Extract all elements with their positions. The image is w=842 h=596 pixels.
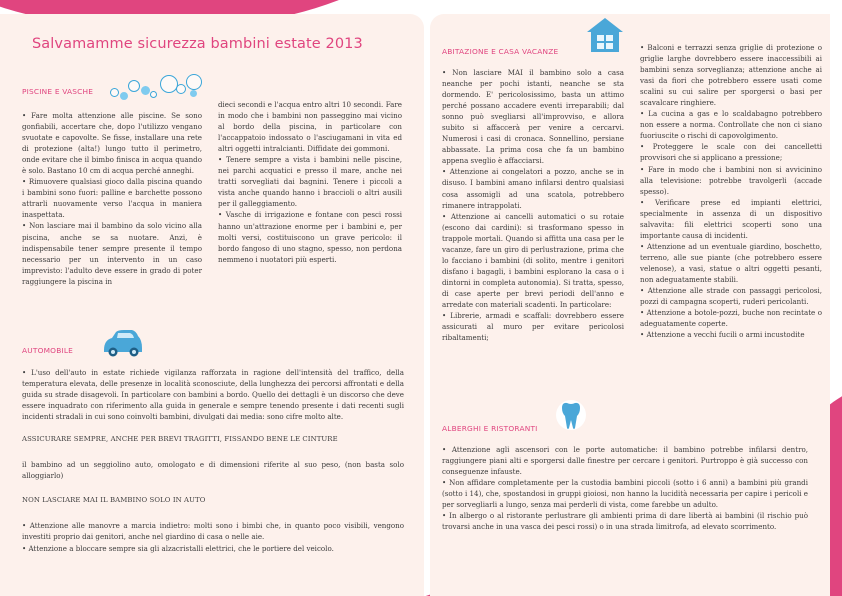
automobile-text xyxy=(22,367,404,554)
paragraph: • Non lasciare MAI il bambino solo a casa neanche per pochi istanti, neanche se sta dormendo. E' pericolosissimo, basta un attimo perché possano accadere eventi irreparabili; dal sonno può svegliarsi all'improvviso, e allora subito si affaccerà per venire a cercarvi. Numerosi i casi di cronaca. Sonnellino, persiane abbassate. La prima cosa che fa un bambino appena sveglio è affacciarsi. xyxy=(442,68,624,166)
paragraph: il bambino ad un seggiolino auto, omologato e di dimensioni riferite al suo peso, (non basta solo alloggiarlo) xyxy=(22,460,404,481)
paragraph: • Attenzione agli ascensori con le porte automatiche: il bambino potrebbe infilarsi dentro, raggiungere piani alti e sporgersi dalle finestre per cercare i genitori. Purtroppo è già successo con conseguenze infauste. xyxy=(442,445,808,477)
paragraph: • Attenzione a vecchi fucili o armi incustodite xyxy=(640,330,805,340)
paragraph: dieci secondi e l'acqua entro altri 10 secondi. Fare in modo che i bambini non passeggino mai vicino al bordo della piscina, in particolare con l'accappatoio indossato o l'asciugamani in vita ed altri oggetti intralcianti. Diffidate dei gommoni. xyxy=(218,100,402,154)
alberghi-text xyxy=(442,444,808,532)
page-title: Salvamamme sicurezza bambini estate 2013 xyxy=(32,36,363,52)
section-heading-alberghi: ALBERGHI E RISTORANTI xyxy=(442,424,538,433)
paragraph: • Non lasciare mai il bambino da solo vicino alla piscina, anche se sa nuotare. Anzi, è indispensabile tener sempre presente il tempo necessario per un intervento in un caso imprevisto: l'adulto deve essere in grado di poter raggiungere la piscina in xyxy=(22,221,202,286)
paragraph: • L'uso dell'auto in estate richiede vigilanza rafforzata in ragione dell'intensità del traffico, della temperatura elevata, delle presenze in località sconosciute, della lunghezza dei percorsi affrontati e della guida su strade disagevoli. In particolare con bambini a bordo. Quello dei dettagli è un discorso che deve essere inquadrato con riferimento alla guida in generale e sempre tenendo presente i dati recenti sugli incidenti stradali in cui sono coinvolti bambini, divulgati dai media: sono cifre molto alte. xyxy=(22,368,404,422)
paragraph: • Attenzione ai congelatori a pozzo, anche se in disuso. I bambini amano infilarsi dentro qualsiasi cosa assomigli ad una scatola, potrebbero rimanere intrappolati. xyxy=(442,167,624,210)
paragraph: • Balconi e terrazzi senza griglie di protezione o griglie larghe dovrebbero essere inaccessibili ai bambini senza sorveglianza; attenzione anche ai vasi da fiori che potrebbero essere usati come scalini su cui salire per sporgersi o basi per scavalcare ringhiere. xyxy=(640,43,822,108)
paragraph: • Librerie, armadi e scaffali: dovrebbero essere assicurati al muro per evitare pericolosi ribaltamenti; xyxy=(442,311,624,343)
section-heading-piscine: PISCINE E VASCHE xyxy=(22,87,94,96)
paragraph: • Attenzione alle strade con passaggi pericolosi, pozzi di campagna scoperti, ruderi pericolanti. xyxy=(640,286,822,307)
paragraph: • Non affidare completamente per la custodia bambini piccoli (sotto i 6 anni) a bambini più grandi (sotto i 14), che, spostandosi in gruppi gioiosi, non hanno la lucidità necessaria per capire i pericoli e per sorvegliarli a lungo, senza mai perderli di vista, come farebbe un adulto. xyxy=(442,478,808,510)
tooth-shaped-icon xyxy=(554,398,588,434)
car-icon xyxy=(100,328,144,358)
paragraph: • Attenzione ad un eventuale giardino, boschetto, terreno, alle sue piante (che potrebbero essere velenose), a vasi, statue o altri oggetti pesanti, non adeguatamente stabili. xyxy=(640,241,822,284)
piscine-column-2 xyxy=(218,99,402,265)
paragraph: • Fare in modo che i bambini non si avvicinino alla televisione: potrebbe travolgerli (accade spesso). xyxy=(640,164,822,196)
paragraph-caps: ASSICURARE SEMPRE, ANCHE PER BREVI TRAGITTI, FISSANDO BENE LE CINTURE xyxy=(22,435,338,444)
paragraph: • Proteggere le scale con dei cancelletti provvisori che si applicano a pressione; xyxy=(640,142,822,163)
paragraph: • Fare molta attenzione alle piscine. Se sono gonfiabili, accertare che, dopo l'utilizzo vengano svuotate e capovolte. Se fisse, installare una rete di protezione (alta!) lungo tutto il perimetro, onde evitare che il bimbo finisca in acqua quando è solo. Bastano 10 cm di acqua perché anneghi. xyxy=(22,111,202,176)
paragraph: • La cucina a gas e lo scaldabagno potrebbero non essere a norma. Controllate che non ci siano fuoriuscite o rischi di capovolgimento. xyxy=(640,109,822,141)
house-icon xyxy=(585,16,625,54)
paragraph: • Attenzione alle manovre a marcia indietro: molti sono i bimbi che, in quanto poco visibili, vengono investiti proprio dai genitori, anche nel giardino di casa o nelle aie. • Attenzione a bloccare sempre sia gli alzacristalli elettrici, che le portiere del veicolo. xyxy=(22,521,404,553)
paragraph: • Attenzione a botole-pozzi, buche non recintate o adeguatamente coperte. xyxy=(640,308,822,329)
piscine-column-1 xyxy=(22,110,202,287)
paragraph: • Verificare prese ed impianti elettrici, specialmente in assenza di un dispositivo salvavita: fili elettrici scoperti sono una importante causa di incidenti. xyxy=(640,197,822,240)
paragraph-caps: NON LASCIARE MAI IL BAMBINO SOLO IN AUTO xyxy=(22,496,206,505)
paragraph: • Vasche di irrigazione e fontane con pesci rossi hanno un'attrazione enorme per i bambini e, per molti versi, costituiscono un grave pericolo: il bordo fangoso di uno stagno, spesso, non perdona nemmeno i nuotatori più esperti. xyxy=(218,210,402,264)
paragraph: • Attenzione ai cancelli automatici o su rotaie (escono dai cardini): si trasformano spesso in trappole mortali. Quando si affitta una casa per le vacanze, fare un giro di perlustrazione, prima che lo facciano i bambini (di solito, mentre i genitori disfano i bagagli, i bambini esplorano la casa o i dintorni in completa autonomia). Si tratta, spesso, di case aperte per brevi periodi dell'anno e arredate con materiali scadenti. In particolare: xyxy=(442,211,624,309)
abitazione-column-2 xyxy=(640,42,822,340)
section-heading-abitazione: ABITAZIONE E CASA VACANZE xyxy=(442,47,559,56)
section-heading-automobile: AUTOMOBILE xyxy=(22,346,74,355)
abitazione-column-1 xyxy=(442,67,624,343)
paragraph: • Rimuovere qualsiasi gioco dalla piscina quando i bambini sono fuori: palline e barchette possono attrarli nuovamente verso l'acqua in maniera inaspettata. xyxy=(22,177,202,220)
paragraph: • In albergo o al ristorante perlustrare gli ambienti prima di dare libertà ai bambini (il rischio può trovarsi anche in una vasca dei pesci rossi) o in una strada limitrofa, ad elevato scorrimento. xyxy=(442,511,808,532)
paragraph: • Tenere sempre a vista i bambini nelle piscine, nei parchi acquatici e presso il mare, anche nei tratti sorvegliati dai bagnini. Tenere i piccoli a vista anche quando hanno i braccioli o altri ausili per il galleggiamento. xyxy=(218,155,402,209)
